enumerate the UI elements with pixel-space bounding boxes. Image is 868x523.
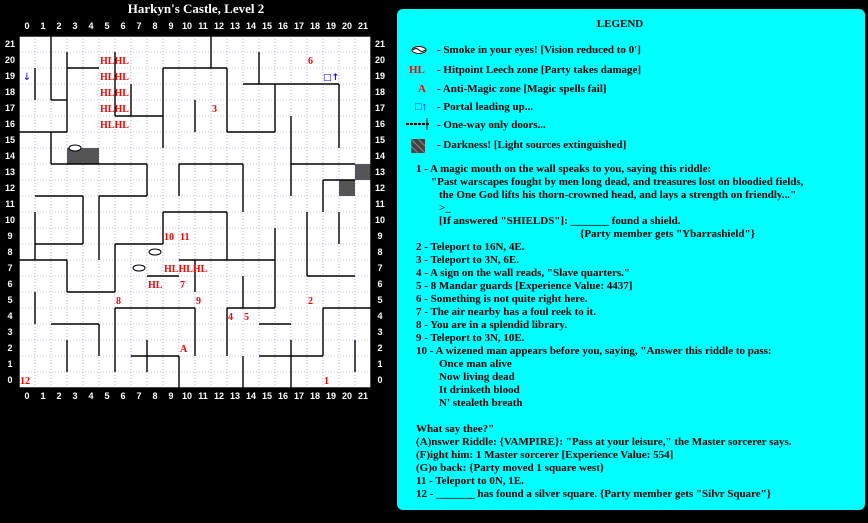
x-axis-label: 14 (245, 391, 257, 401)
y-axis-label: 1 (377, 359, 383, 369)
x-axis-label: 20 (341, 391, 353, 401)
x-axis-label: 10 (181, 391, 193, 401)
x-axis-label: 9 (168, 391, 174, 401)
y-axis-label: 5 (377, 295, 383, 305)
map-marker: 10 (164, 232, 174, 243)
anti-magic-icon: A (418, 83, 426, 95)
note-line: >_ (439, 202, 451, 214)
x-axis-label: 2 (56, 391, 62, 401)
x-axis-label: 19 (325, 391, 337, 401)
x-axis-label: 7 (136, 391, 142, 401)
y-axis-label: 15 (374, 135, 386, 145)
y-axis-label: 20 (374, 55, 386, 65)
x-axis-label: 19 (325, 21, 337, 31)
map-marker: A (180, 344, 188, 355)
x-axis-label: 12 (213, 391, 225, 401)
x-axis-label: 18 (309, 21, 321, 31)
y-axis-label: 5 (7, 295, 13, 305)
portal-up-icon: □↑ (322, 73, 340, 83)
y-axis-label: 4 (7, 311, 13, 321)
smoke-icon (411, 45, 427, 55)
map-marker: HLHL (100, 56, 129, 67)
x-axis-label: 17 (293, 21, 305, 31)
x-axis-label: 21 (357, 391, 369, 401)
note-line: 7 - The air nearby has a foul reek to it. (416, 306, 596, 318)
map-marker: HLHLHL (164, 264, 208, 275)
y-axis-label: 14 (4, 151, 16, 161)
smoke-icon (69, 145, 81, 151)
down-arrow-icon: ↓ (22, 72, 32, 83)
y-axis-label: 10 (4, 215, 16, 225)
x-axis-label: 8 (152, 21, 158, 31)
x-axis-label: 16 (277, 391, 289, 401)
note-line: 2 - Teleport to 16N, 4E. (416, 241, 525, 253)
map-marker: 2 (308, 296, 313, 307)
map-marker: 3 (212, 104, 217, 115)
y-axis-label: 21 (374, 39, 386, 49)
y-axis-label: 12 (374, 183, 386, 193)
y-axis-label: 21 (4, 39, 16, 49)
x-axis-label: 4 (88, 21, 94, 31)
y-axis-label: 3 (7, 327, 13, 337)
note-line: (G)o back: {Party moved 1 square west} (416, 462, 605, 474)
x-axis-label: 15 (261, 21, 273, 31)
note-line: 1 - A magic mouth on the wall speaks to you, saying this riddle: (416, 163, 712, 175)
note-line: Now living dead (439, 371, 515, 383)
x-axis-label: 10 (181, 21, 193, 31)
y-axis-label: 20 (4, 55, 16, 65)
map-marker: HLHL (100, 72, 129, 83)
note-line: "Past warscapes fought by men long dead, and treasures lost on bloodied fields, (431, 176, 804, 188)
note-line: the One God lifts his thorn-crowned head, and lays a strength on friendly..." (439, 189, 797, 201)
y-axis-label: 18 (4, 87, 16, 97)
legend-smoke-text: - Smoke in your eyes! [Vision reduced to 0'] (437, 44, 641, 56)
note-line: [If answered "SHIELDS"]: _______ found a shield. (439, 215, 681, 227)
map-marker: 9 (196, 296, 201, 307)
y-axis-label: 7 (7, 263, 13, 273)
x-axis-label: 2 (56, 21, 62, 31)
legend-darkness-text: - Darkness! [Light sources extinguished] (437, 139, 627, 151)
x-axis-label: 18 (309, 391, 321, 401)
map-marker: 5 (244, 312, 249, 323)
legend-one-way-text: - One-way only doors... (437, 119, 546, 131)
y-axis-label: 16 (4, 119, 16, 129)
y-axis-label: 8 (7, 247, 13, 257)
y-axis-label: 12 (4, 183, 16, 193)
map-marker: 1 (324, 376, 329, 387)
y-axis-label: 9 (377, 231, 383, 241)
map-marker: 4 (228, 312, 233, 323)
x-axis-label: 1 (40, 21, 46, 31)
y-axis-label: 13 (374, 167, 386, 177)
map-marker: HLHL (100, 120, 129, 131)
note-line: 5 - 8 Mandar guards [Experience Value: 4437] (416, 280, 633, 292)
note-line: 10 - A wizened man appears before you, saying, "Answer this riddle to pass: (416, 345, 772, 357)
x-axis-label: 0 (24, 391, 30, 401)
map-marker: HL (148, 280, 163, 291)
y-axis-label: 0 (7, 375, 13, 385)
y-axis-label: 3 (377, 327, 383, 337)
x-axis-label: 11 (198, 21, 208, 31)
legend-title: LEGEND (596, 18, 644, 30)
x-axis-label: 3 (72, 21, 78, 31)
darkness-tile (83, 148, 99, 164)
y-axis-label: 19 (4, 71, 16, 81)
map-title: Harkyn's Castle, Level 2 (127, 1, 265, 16)
x-axis-label: 21 (357, 21, 369, 31)
x-axis-label: 5 (104, 391, 110, 401)
note-line: 9 - Teleport to 3N, 10E. (416, 332, 525, 344)
y-axis-label: 16 (374, 119, 386, 129)
hp-leech-icon: HL (409, 64, 425, 76)
note-line: 4 - A sign on the wall reads, "Slave quarters." (416, 267, 630, 279)
note-line: Once man alive (439, 358, 512, 370)
legend-portal-text: - Portal leading up... (437, 101, 533, 113)
dungeon-map (0, 0, 393, 405)
map-marker: HLHL (100, 88, 129, 99)
note-line: 6 - Something is not quite right here. (416, 293, 588, 305)
map-marker: HLHL (100, 104, 129, 115)
x-axis-label: 5 (104, 21, 110, 31)
x-axis-label: 3 (72, 391, 78, 401)
map-marker: 8 (116, 296, 121, 307)
x-axis-label: 13 (229, 391, 241, 401)
x-axis-label: 6 (120, 391, 126, 401)
x-axis-label: 16 (277, 21, 289, 31)
y-axis-label: 9 (7, 231, 13, 241)
y-axis-label: 14 (374, 151, 386, 161)
note-line: 8 - You are in a splendid library. (416, 319, 567, 331)
x-axis-label: 20 (341, 21, 353, 31)
legend-anti-magic-text: - Anti-Magic zone [Magic spells fail] (437, 83, 607, 95)
note-line: It drinketh blood (439, 384, 520, 396)
y-axis-label: 6 (377, 279, 383, 289)
x-axis-label: 4 (88, 391, 94, 401)
y-axis-label: 11 (5, 199, 15, 209)
x-axis-label: 7 (136, 21, 142, 31)
one-way-door-icon (405, 117, 431, 131)
y-axis-label: 8 (377, 247, 383, 257)
y-axis-label: 18 (374, 87, 386, 97)
y-axis-label: 15 (4, 135, 16, 145)
darkness-tile (339, 180, 355, 196)
map-marker: 7 (180, 280, 185, 291)
darkness-icon (411, 139, 425, 153)
note-line: 3 - Teleport to 3N, 6E. (416, 254, 519, 266)
note-line: N' stealeth breath (439, 397, 523, 409)
smoke-icon (149, 249, 161, 255)
x-axis-label: 12 (213, 21, 225, 31)
x-axis-label: 9 (168, 21, 174, 31)
y-axis-label: 13 (4, 167, 16, 177)
y-axis-label: 0 (377, 375, 383, 385)
y-axis-label: 17 (374, 103, 386, 113)
portal-up-icon: □↑ (415, 101, 428, 113)
y-axis-label: 11 (375, 199, 385, 209)
x-axis-label: 11 (198, 391, 208, 401)
y-axis-label: 2 (7, 343, 13, 353)
darkness-tile (355, 164, 371, 180)
x-axis-label: 8 (152, 391, 158, 401)
map-marker: 12 (20, 376, 30, 387)
x-axis-label: 14 (245, 21, 257, 31)
y-axis-label: 6 (7, 279, 13, 289)
note-line: What say thee?" (416, 423, 495, 435)
y-axis-label: 10 (374, 215, 386, 225)
y-axis-label: 17 (4, 103, 16, 113)
y-axis-label: 2 (377, 343, 383, 353)
note-line: {Party member gets "Ybarrashield"} (580, 228, 755, 240)
x-axis-label: 17 (293, 391, 305, 401)
smoke-icon (133, 265, 145, 271)
note-line: (F)ight him: 1 Master sorcerer [Experience Value: 554] (416, 449, 674, 461)
x-axis-label: 15 (261, 391, 273, 401)
y-axis-label: 1 (7, 359, 13, 369)
y-axis-label: 7 (377, 263, 383, 273)
y-axis-label: 19 (374, 71, 386, 81)
note-line: 12 - _______ has found a silver square. {Party member gets "Silvr Square"} (416, 488, 772, 500)
note-line: (A)nswer Riddle: {VAMPIRE}: "Pass at your leisure," the Master sorcerer says. (416, 436, 792, 448)
legend-hp-leech-text: - Hitpoint Leech zone [Party takes damage] (437, 64, 642, 76)
map-marker: 6 (308, 56, 313, 67)
y-axis-label: 4 (377, 311, 383, 321)
map-marker: 11 (180, 232, 190, 243)
x-axis-label: 1 (40, 391, 46, 401)
x-axis-label: 13 (229, 21, 241, 31)
x-axis-label: 6 (120, 21, 126, 31)
note-line: 11 - Teleport to 0N, 1E. (416, 475, 524, 487)
legend-panel (397, 9, 865, 510)
x-axis-label: 0 (24, 21, 30, 31)
